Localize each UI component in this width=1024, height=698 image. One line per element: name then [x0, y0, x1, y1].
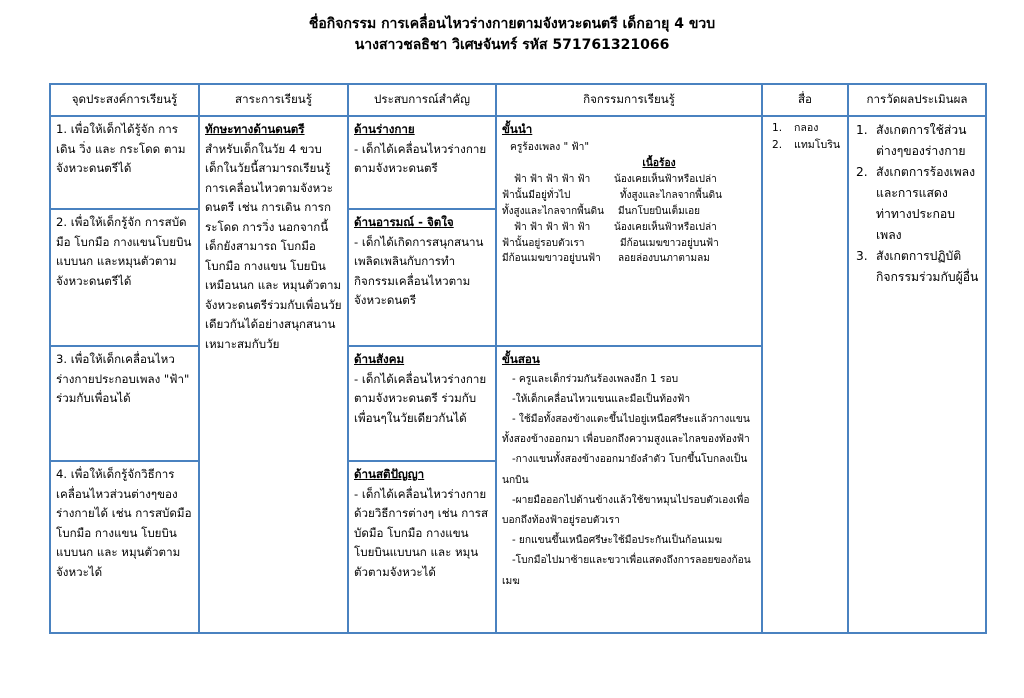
- experience-social: [348, 346, 496, 461]
- column-header-objectives: จุดประสงค์การเรียนรู้: [50, 84, 199, 116]
- content-text: สำหรับเด็กในวัย 4 ขวบ เด็กในวัยนี้สามารถเรียนรู้ การเคลื่อนไหวตามจังหวะดนตรี เช่น การเดิน การกระโดด การวิ่ง นอกจากนี้ เด็กยังสามารถ โบกมือ โบกมือ กางแขน โบยบินเหมือนนก และ หมุนตัวตามจังหวะดนตรีร่วมกับเพื่อนวัยเดียวกันได้อย่างสนุกสนานเหมาะสมกับวัย: [205, 141, 342, 351]
- step-item: -ผายมือออกไปด้านข้างแล้วใช้ขาหมุนไปรอบตัวเองเพื่อบอกถึงท้องฟ้าอยู่รอบตัวเรา: [502, 494, 750, 526]
- step-item: -โบกมือไปมาซ้ายและขวาเพื่อแสดงถึงการลอยของก้อนเมฆ: [502, 555, 751, 587]
- media-cell: [762, 116, 848, 633]
- experience-heading: ด้านสติปัญญา: [354, 467, 425, 481]
- experience-heading: ด้านอารมณ์ - จิตใจ: [354, 215, 454, 229]
- list-item: 2. แทมโบริน: [772, 139, 841, 151]
- steps-heading: ขั้นสอน: [502, 352, 540, 366]
- lyric-line: ฟ้า ฟ้า ฟ้า ฟ้า ฟ้า น้องเคยเห็นฟ้าหรือเปล่า: [514, 221, 717, 233]
- objective-1: 1. เพื่อให้เด็กได้รู้จัก การ เดิน วิ่ง และ กระโดด ตามจังหวะดนตรีได้: [50, 116, 199, 209]
- column-header-content: สาระการเรียนรู้: [199, 84, 348, 116]
- activity-steps-cell: [496, 346, 762, 633]
- lyric-line: ทั้งสูงและไกลจากพื้นดิน มีนกโบยบินเต็มเอย: [502, 205, 701, 217]
- step-item: - ใช้มือทั้งสองข้างแตะขึ้นไปอยู่เหนือศรีษะแล้วกางแขนทั้งสองข้างออกมา เพื่อบอกถึงความสูงและไกลของท้องฟ้า: [502, 413, 750, 446]
- experience-text: - เด็กได้เคลื่อนไหวร่างกาย ด้วยวิธีการต่างๆ เช่น การสบัดมือ โบกมือ กางแขน โบยบินแบบนก และ หมุนตัวตามจังหวะได้: [354, 486, 489, 579]
- intro-text: ครูร้องเพลง " ฟ้า": [510, 141, 590, 153]
- column-header-media: สื่อ: [762, 84, 848, 116]
- step-item: -กางแขนทั้งสองข้างออกมายังลำตัว โบกขึ้นโบกลงเป็นนกบิน: [502, 454, 748, 486]
- experience-intellectual: [348, 461, 496, 633]
- lyric-line: มีก้อนเมฆขาวอยู่บนฟ้า ลอยล่องบนภาตามลม: [502, 253, 710, 265]
- title-line-author: นางสาวชลธิชา วิเศษจันทร์ รหัส 571761321066: [354, 37, 670, 53]
- evaluation-cell: [848, 116, 986, 633]
- step-item: - ครูและเด็กร่วมกันร้องเพลงอีก 1 รอบ: [512, 373, 679, 385]
- content-heading: ทักษะทางด้านดนตรี: [205, 122, 305, 136]
- step-item: -ให้เด็กเคลื่อนไหวแขนและมือเป็นท้องฟ้า: [512, 393, 691, 405]
- table-header-row: [50, 84, 986, 116]
- objective-4: 4. เพื่อให้เด็กรู้จักวิธีการ เคลื่อนไหวส่วนต่างๆของร่างกายได้ เช่น การสบัดมือ โบกมือ กางแขน โบยบินแบบนก และ หมุนตัวตามจังหวะได้: [50, 461, 199, 633]
- evaluation-list: [854, 120, 980, 288]
- list-item: 1. สังเกตการใช้ส่วนต่างๆของร่างกาย: [856, 123, 967, 158]
- list-item: 2. สังเกตการร้องเพลงและการแสดงท่าทางประกอบเพลง: [856, 165, 976, 242]
- title-line-activity: ชื่อกิจกรรม การเคลื่อนไหวร่างกายตามจังหวะดนตรี เด็กอายุ 4 ขวบ: [308, 16, 716, 32]
- objective-2: 2. เพื่อให้เด็กรู้จัก การสบัดมือ โบกมือ กางแขนโบยบินแบบนก และหมุนตัวตามจังหวะดนตรีได้: [50, 209, 199, 346]
- list-item: 3. สังเกตการปฏิบัติกิจกรรมร่วมกับผู้อื่น: [856, 249, 979, 284]
- lyric-line: ฟ้า ฟ้า ฟ้า ฟ้า ฟ้า น้องเคยเห็นฟ้าหรือเปล่า: [514, 174, 717, 186]
- song-lyrics: [502, 172, 756, 267]
- column-header-evaluation: การวัดผลประเมินผล: [848, 84, 986, 116]
- experience-text: - เด็กได้เกิดการสนุกสนาน เพลิดเพลินกับการทำกิจกรรมเคลื่อนไหวตามจังหวะดนตรี: [354, 234, 484, 307]
- intro-heading: ขั้นนำ: [502, 122, 533, 136]
- experience-text: - เด็กได้เคลื่อนไหวร่างกายตามจังหวะดนตรี ร่วมกับเพื่อนๆในวัยเดียวกันได้: [354, 371, 487, 425]
- experience-text: - เด็กได้เคลื่อนไหวร่างกายตามจังหวะดนตรี: [354, 141, 487, 175]
- activity-intro-cell: [496, 116, 762, 346]
- steps-list: [502, 370, 756, 592]
- experience-emotional: [348, 209, 496, 346]
- experience-heading: ด้านสังคม: [354, 352, 405, 366]
- experience-heading: ด้านร่างกาย: [354, 122, 415, 136]
- step-item: - ยกแขนขึ้นเหนือศรีษะใช้มือประกันเป็นก้อนเมฆ: [512, 535, 723, 547]
- media-list: [768, 120, 842, 154]
- list-item: 1. กลอง: [772, 122, 819, 134]
- content-cell: [199, 116, 348, 633]
- objective-3: 3. เพื่อให้เด็กเคลื่อนไหวร่างกายประกอบเพลง "ฟ้า" ร่วมกับเพื่อนได้: [50, 346, 199, 461]
- lyrics-heading: เนื้อร้อง: [642, 157, 676, 169]
- table-row: [50, 116, 986, 209]
- lesson-plan-table: [49, 83, 987, 634]
- experience-physical: [348, 116, 496, 209]
- column-header-activities: กิจกรรมการเรียนรู้: [496, 84, 762, 116]
- document-title: [0, 14, 1024, 56]
- lyric-line: ฟ้านั้นมีอยู่ทั่วไป ทั้งสูงและไกลจากพื้นดิน: [502, 190, 722, 202]
- column-header-experiences: ประสบการณ์สำคัญ: [348, 84, 496, 116]
- lyric-line: ฟ้านั้นอยู่รอบตัวเรา มีก้อนเมฆขาวอยู่บนฟ้า: [502, 237, 719, 249]
